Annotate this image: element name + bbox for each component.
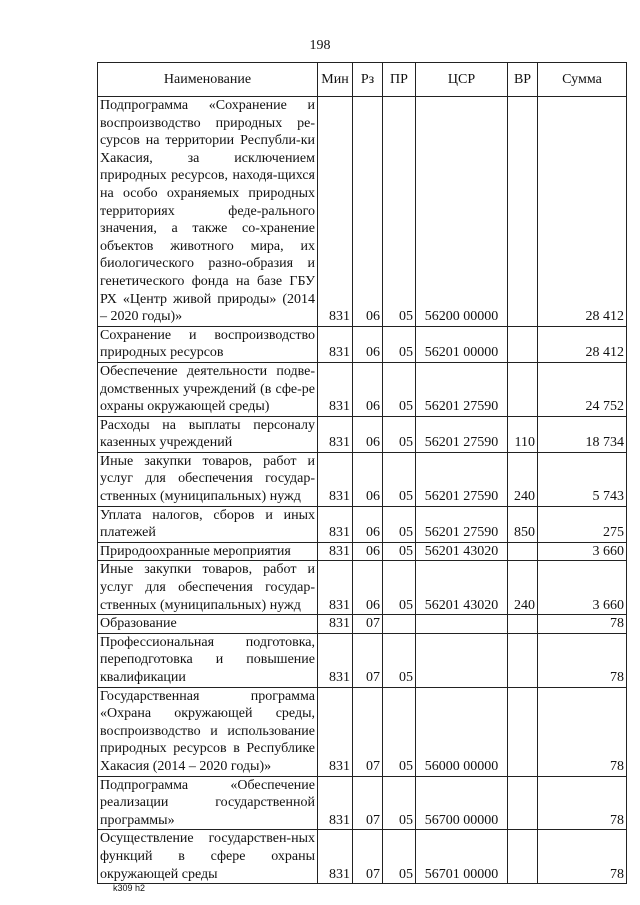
cell-rz: 06 — [353, 542, 383, 561]
cell-min: 831 — [318, 452, 353, 506]
cell-min: 831 — [318, 776, 353, 830]
table-body — [98, 97, 627, 884]
cell-vr — [508, 776, 538, 830]
cell-vr: 240 — [508, 452, 538, 506]
cell-csr: 56201 27590 — [416, 362, 508, 416]
cell-csr: 56201 27590 — [416, 452, 508, 506]
cell-vr — [508, 687, 538, 776]
table-row — [98, 362, 627, 416]
cell-rz: 07 — [353, 776, 383, 830]
table-row — [98, 830, 627, 884]
cell-min: 831 — [318, 97, 353, 327]
header-min: Мин — [318, 63, 353, 97]
cell-vr: 110 — [508, 416, 538, 452]
cell-sum: 28 412 — [538, 326, 627, 362]
cell-vr — [508, 326, 538, 362]
cell-vr — [508, 830, 538, 884]
table-row — [98, 416, 627, 452]
cell-csr — [416, 615, 508, 634]
table-row — [98, 561, 627, 615]
cell-name: Природоохранные мероприятия — [98, 542, 318, 561]
table-row — [98, 687, 627, 776]
table-row — [98, 633, 627, 687]
cell-pr: 05 — [383, 452, 416, 506]
cell-sum: 78 — [538, 633, 627, 687]
cell-csr — [416, 633, 508, 687]
cell-rz: 07 — [353, 687, 383, 776]
cell-vr — [508, 97, 538, 327]
cell-csr: 56000 00000 — [416, 687, 508, 776]
cell-rz: 07 — [353, 615, 383, 634]
cell-rz: 06 — [353, 326, 383, 362]
cell-sum: 5 743 — [538, 452, 627, 506]
cell-pr: 05 — [383, 776, 416, 830]
cell-pr: 05 — [383, 416, 416, 452]
header-rz: Рз — [353, 63, 383, 97]
cell-min: 831 — [318, 416, 353, 452]
table-row — [98, 97, 627, 327]
header-name: Наименование — [98, 63, 318, 97]
cell-rz: 06 — [353, 561, 383, 615]
cell-csr: 56701 00000 — [416, 830, 508, 884]
cell-pr: 05 — [383, 830, 416, 884]
page-number: 198 — [309, 38, 331, 53]
cell-rz: 06 — [353, 97, 383, 327]
cell-min: 831 — [318, 830, 353, 884]
cell-pr: 05 — [383, 561, 416, 615]
cell-vr: 240 — [508, 561, 538, 615]
header-vr: ВР — [508, 63, 538, 97]
cell-name: Иные закупки товаров, работ и услуг для обеспечения государ-ственных (муниципальных) нужд — [98, 561, 318, 615]
cell-rz: 06 — [353, 362, 383, 416]
cell-sum: 78 — [538, 830, 627, 884]
table-row — [98, 452, 627, 506]
cell-vr — [508, 615, 538, 634]
header-pr: ПР — [383, 63, 416, 97]
cell-csr: 56700 00000 — [416, 776, 508, 830]
cell-min: 831 — [318, 506, 353, 542]
cell-name: Образование — [98, 615, 318, 634]
cell-name: Уплата налогов, сборов и иных платежей — [98, 506, 318, 542]
cell-sum: 18 734 — [538, 416, 627, 452]
cell-vr — [508, 542, 538, 561]
cell-name: Подпрограмма «Сохранение и воспроизводство природных ре-сурсов на территории Республи-ки Хакасия, за исключением природных ресурсов, находя-щихся на особо охраняемых природных территориях феде-рального значения, а также со-хранение объектов животного мира, их биологического разно-образия и генетического фонда на базе ГБУ РХ «Центр живой природы» (2014 – 2020 годы)» — [98, 97, 318, 327]
table-row — [98, 776, 627, 830]
cell-sum: 24 752 — [538, 362, 627, 416]
cell-name: Расходы на выплаты персоналу казенных учреждений — [98, 416, 318, 452]
table-row — [98, 506, 627, 542]
cell-csr: 56201 00000 — [416, 326, 508, 362]
cell-name: Профессиональная подготовка, переподготовка и повышение квалификации — [98, 633, 318, 687]
cell-min: 831 — [318, 542, 353, 561]
cell-csr: 56201 43020 — [416, 542, 508, 561]
cell-vr — [508, 362, 538, 416]
cell-name: Подпрограмма «Обеспечение реализации государственной программы» — [98, 776, 318, 830]
cell-name: Осуществление государствен-ных функций в сфере охраны окружающей среды — [98, 830, 318, 884]
cell-min: 831 — [318, 326, 353, 362]
cell-csr: 56200 00000 — [416, 97, 508, 327]
cell-name: Иные закупки товаров, работ и услуг для обеспечения государ-ственных (муниципальных) нужд — [98, 452, 318, 506]
budget-table — [97, 62, 627, 884]
cell-sum: 78 — [538, 776, 627, 830]
cell-csr: 56201 27590 — [416, 506, 508, 542]
cell-sum: 78 — [538, 687, 627, 776]
cell-min: 831 — [318, 633, 353, 687]
cell-sum: 3 660 — [538, 542, 627, 561]
table-row — [98, 615, 627, 634]
cell-sum: 275 — [538, 506, 627, 542]
table-row — [98, 326, 627, 362]
cell-name: Обеспечение деятельности подве-домственных учреждений (в сфе-ре охраны окружающей среды) — [98, 362, 318, 416]
cell-csr: 56201 43020 — [416, 561, 508, 615]
cell-csr: 56201 27590 — [416, 416, 508, 452]
cell-pr: 05 — [383, 97, 416, 327]
header-csr: ЦСР — [416, 63, 508, 97]
header-sum: Сумма — [538, 63, 627, 97]
cell-pr — [383, 615, 416, 634]
cell-sum: 78 — [538, 615, 627, 634]
cell-rz: 06 — [353, 506, 383, 542]
cell-pr: 05 — [383, 362, 416, 416]
cell-pr: 05 — [383, 542, 416, 561]
cell-pr: 05 — [383, 326, 416, 362]
cell-pr: 05 — [383, 506, 416, 542]
cell-rz: 07 — [353, 633, 383, 687]
cell-min: 831 — [318, 362, 353, 416]
header-row — [98, 63, 627, 97]
footer-code: k309 h2 — [113, 883, 146, 893]
cell-min: 831 — [318, 615, 353, 634]
cell-sum: 3 660 — [538, 561, 627, 615]
cell-sum: 28 412 — [538, 97, 627, 327]
cell-name: Государственная программа «Охрана окружающей среды, воспроизводство и использование природных ресурсов в Республике Хакасия (2014 – 2020 годы)» — [98, 687, 318, 776]
cell-rz: 07 — [353, 830, 383, 884]
cell-rz: 06 — [353, 416, 383, 452]
cell-pr: 05 — [383, 687, 416, 776]
table-row — [98, 542, 627, 561]
cell-vr: 850 — [508, 506, 538, 542]
cell-min: 831 — [318, 687, 353, 776]
cell-vr — [508, 633, 538, 687]
cell-min: 831 — [318, 561, 353, 615]
cell-pr: 05 — [383, 633, 416, 687]
cell-rz: 06 — [353, 452, 383, 506]
cell-name: Сохранение и воспроизводство природных ресурсов — [98, 326, 318, 362]
